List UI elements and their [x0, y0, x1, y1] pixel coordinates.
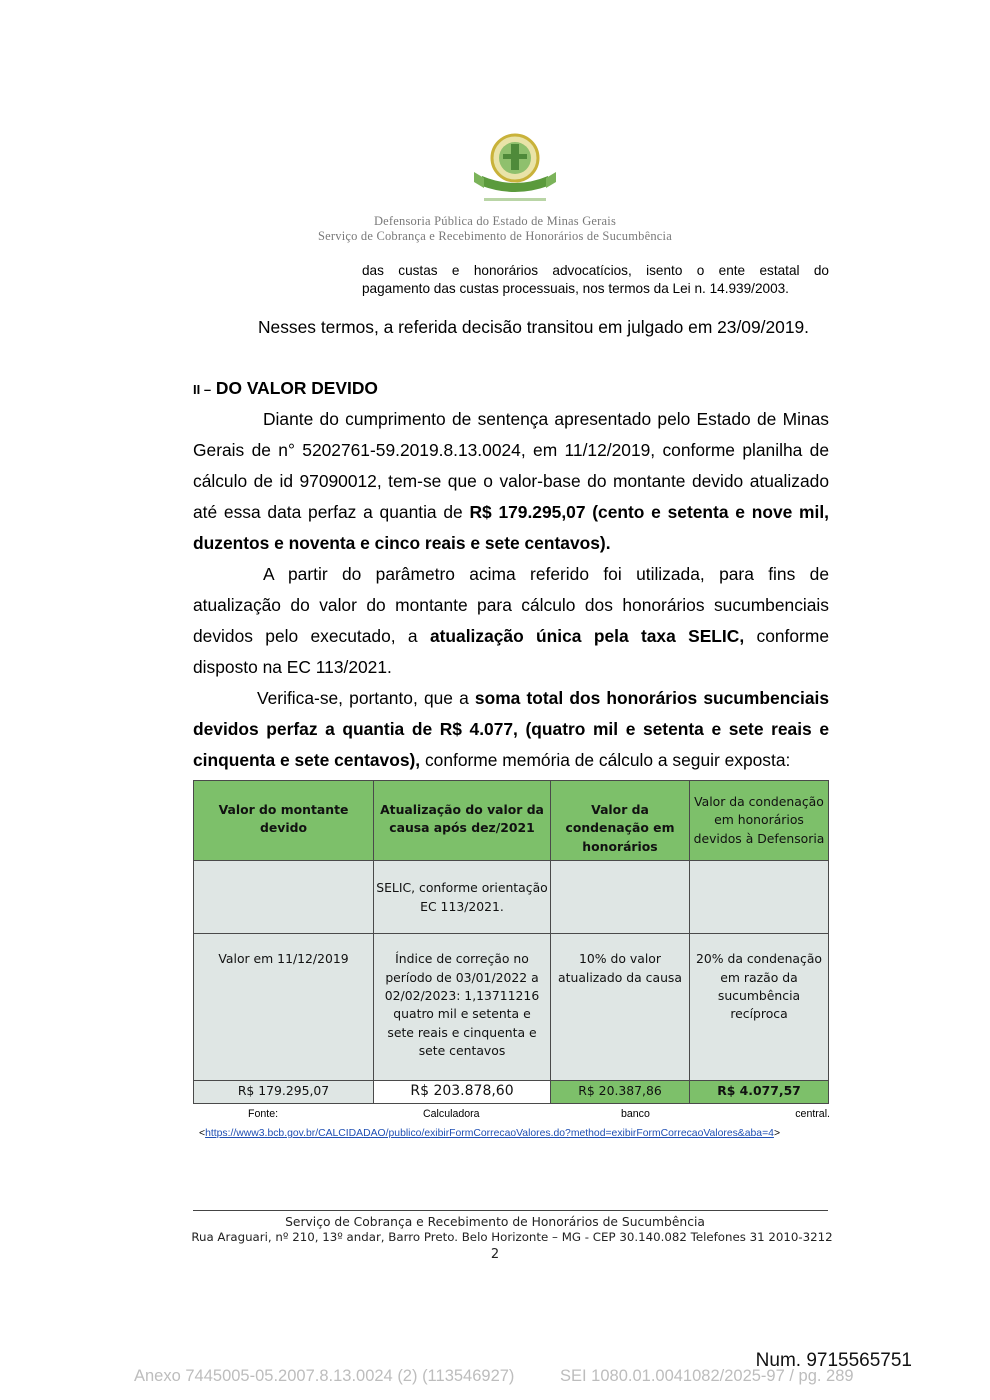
table-header-cell: Valor da condenação em honorários: [551, 781, 690, 861]
section-prefix: II –: [193, 382, 212, 397]
calculation-table: [193, 780, 829, 1104]
p2-selic-bold: atualização única pela taxa SELIC,: [429, 626, 745, 646]
document-number: Num. 9715565751: [755, 1350, 912, 1371]
table-cell: SELIC, conforme orientação EC 113/2021.: [374, 861, 551, 934]
table-value-cell: R$ 179.295,07: [194, 1081, 374, 1104]
paragraph-valor-base: [193, 404, 829, 559]
p3-line-3: [193, 745, 829, 776]
table-cell: [194, 861, 374, 934]
table-header-cell: Atualização do valor da causa após dez/2021: [374, 781, 551, 861]
table-header-cell: Valor da condenação em honorários devidos à Defensoria: [690, 781, 829, 861]
table-row: [194, 861, 829, 934]
p1-amount: R$ 179.295,07 (cento e setenta e nove mil,: [469, 502, 829, 522]
table-value-cell: R$ 4.077,57: [690, 1081, 829, 1104]
source-word-2: Calculadora: [423, 1108, 480, 1120]
bcb-calculator-link[interactable]: https://www3.bcb.gov.br/CALCIDADAO/publico/exibirFormCorrecaoValores.do?method=exibirFormCorrecaoValores&aba=4: [205, 1128, 774, 1139]
source-word-3: banco: [621, 1108, 650, 1120]
p2-line-3: [193, 621, 829, 652]
p3-line-1-text: Verifica-se, portanto, que a: [257, 688, 475, 708]
p1-line-5: duzentos e noventa e cinco reais e sete centavos).: [193, 533, 611, 553]
p1-line-1: Diante do cumprimento de sentença apresentado pelo Estado de Minas: [263, 409, 829, 429]
table-cell: 20% da condenação em razão da sucumbência recíproca: [690, 934, 829, 1081]
source-word-1: Fonte:: [248, 1108, 279, 1120]
section-title: DO VALOR DEVIDO: [215, 378, 378, 398]
table-header-cell: Valor do montante devido: [194, 781, 374, 861]
p1-line-2: Gerais de n° 5202761-59.2019.8.13.0024, em 11/12/2019, conforme planilha de: [193, 440, 829, 460]
table-cell: [690, 861, 829, 934]
page-number: 2: [490, 1247, 500, 1262]
org-name: Defensoria Pública do Estado de Minas Gerais: [373, 214, 617, 228]
paragraph-selic: [193, 559, 829, 683]
p2-line-2: atualização do valor do montante para cálculo dos honorários sucumbenciais: [193, 595, 829, 615]
org-service: Serviço de Cobrança e Recebimento de Honorários de Sucumbência: [318, 229, 672, 243]
footer-address: Rua Araguari, nº 210, 13º andar, Barro Preto. Belo Horizonte – MG - CEP 30.140.082 Telefones 31 2010-3212: [191, 1230, 833, 1244]
paragraph-total: [193, 683, 829, 776]
p3-line-2: devidos perfaz a quantia de R$ 4.077, (quatro mil e setenta e sete reais e: [193, 719, 829, 739]
p2-line-3-text: devidos pelo executado, a: [193, 626, 430, 646]
table-header-row: [194, 781, 829, 861]
source-word-4: central.: [795, 1108, 830, 1120]
p3-bold-3: cinquenta e sete centavos),: [193, 750, 421, 770]
footer-divider: [193, 1210, 828, 1211]
table-row: [194, 934, 829, 1081]
p1-line-4-text: até essa data perfaz a quantia de: [193, 502, 470, 522]
p2-line-1: A partir do parâmetro acima referido foi utilizada, para fins de: [263, 564, 829, 584]
table-cell: 10% do valor atualizado da causa: [551, 934, 690, 1081]
p3-bold-1: soma total dos honorários sucumbenciais: [474, 688, 829, 708]
annex-stamp: Anexo 7445005-05.2007.8.13.0024 (2) (113546927): [134, 1367, 515, 1385]
section-heading: [193, 378, 378, 399]
table-value-cell: R$ 203.878,60: [374, 1081, 551, 1104]
defensoria-logo: [470, 132, 560, 208]
sei-stamp: SEI 1080.01.0041082/2025-97 / pg. 289: [560, 1367, 854, 1385]
p1-line-3: cálculo de id 97090012, tem-se que o valor-base do montante devido atualizado: [193, 471, 829, 491]
table-cell: Índice de correção no período de 03/01/2022 a 02/02/2023: 1,13711216 quatro mil e setenta e sete reais e cinquenta e sete centavos: [374, 934, 551, 1081]
quote-line-1: das custas e honorários advocatícios, isento o ente estatal do: [362, 263, 829, 278]
paragraph-transit: Nesses termos, a referida decisão transitou em julgado em 23/09/2019.: [258, 317, 810, 337]
table-cell: [551, 861, 690, 934]
table-value-cell: R$ 20.387,86: [551, 1081, 690, 1104]
source-url-line: [199, 1128, 780, 1139]
url-open-bracket: <: [199, 1128, 206, 1139]
p2-line-3-tail: conforme: [744, 626, 829, 646]
url-close-bracket: >: [773, 1128, 781, 1139]
table-cell: Valor em 11/12/2019: [194, 934, 374, 1081]
p2-line-4: disposto na EC 113/2021.: [193, 657, 392, 677]
p3-line-1: [193, 683, 829, 714]
quote-line-2: pagamento das custas processuais, nos termos da Lei n. 14.939/2003.: [362, 281, 789, 296]
quote-block: [362, 262, 829, 298]
footer-service: Serviço de Cobrança e Recebimento de Honorários de Sucumbência: [285, 1215, 705, 1229]
p1-line-4: [193, 497, 829, 528]
p3-line-3-tail: conforme memória de cálculo a seguir exposta:: [420, 750, 791, 770]
table-value-row: [194, 1081, 829, 1104]
